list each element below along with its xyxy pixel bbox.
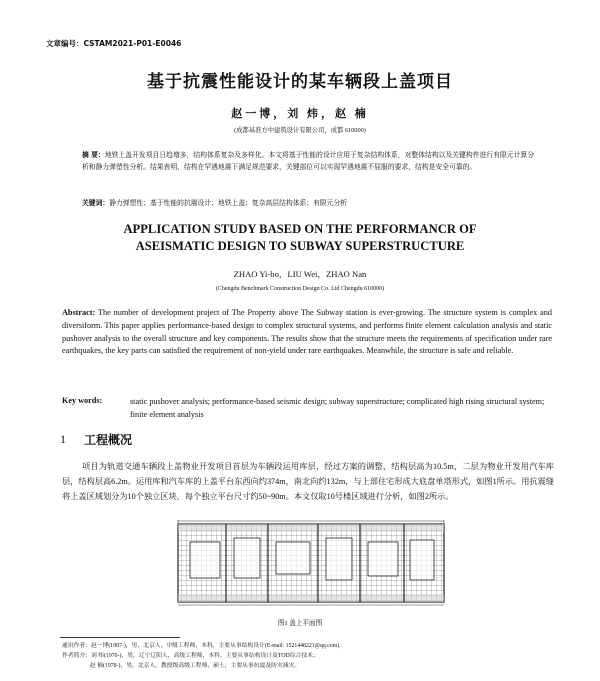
abstract-cn bbox=[82, 149, 534, 174]
floor-plan-figure bbox=[176, 520, 446, 606]
authors-cn: 赵一博，刘 炜，赵 楠 bbox=[231, 108, 369, 120]
keywords-cn bbox=[82, 197, 534, 207]
abstract-en-text: The number of development project of The Property above The Subway station is ever-growing. The structure system is complex and diversiform. This paper applies performance-based design to complex structural systems, and performs finite element calculation analysis and static pushover analysis to the overall structure and key components. The results show that the structure meets the requirements of specification under rare earthquakes, the key parts can satisfied the requirement of non-yield under rare earthquakes. Meanwhile, the structure is safe and reliable. bbox=[62, 308, 552, 356]
title-cn: 基于抗震性能设计的某车辆段上盖项目 bbox=[147, 72, 453, 92]
title-en-line-1: APPLICATION STUDY BASED ON THE PERFORMANCR OF bbox=[123, 222, 477, 236]
keywords-en-text: static pushover analysis; performance-based seismic design; subway superstructure; complicated high rising structural system; finite element analysis bbox=[130, 397, 545, 419]
keywords-en-label: Key words: bbox=[62, 396, 103, 405]
abstract-cn-text: 地铁上盖开发项目日趋增多，结构体系复杂及多样化。本文将基于性能的设计应用于复杂结构体系，对整体结构以及关键构件进行有限元计算分析和静力弹塑性分析。结果表明，结构在罕遇地震下满足规范要求，关键部位可以实现罕遇地震不屈服的要求，结构是安全可靠的。 bbox=[82, 152, 534, 172]
title-en-line-2: ASEISMATIC DESIGN TO SUBWAY SUPERSTRUCTURE bbox=[135, 239, 465, 253]
keywords-cn-text: 静力弹塑性；基于性能的抗震设计；地铁上盖；复杂高层结构体系；有限元分析 bbox=[109, 200, 348, 207]
footnote-2: 作者简介：刘 炜(1970-)，男，辽宁辽阳人，高级工程师，本科，主要从事结构设计及TOD综合技术； bbox=[62, 653, 319, 659]
section-body: 项目为轨道交通车辆段上盖物业开发项目首层为车辆段运用库层，经过方案的调整，结构层高为10.5m，二层为物业开发用汽车库层，结构层高6.2m。运用库和汽车库的上盖平台东西向约374m，南北向约132m，与上部住宅形成大底盘单塔形式，如图1所示。用抗震缝将上盖区域划分为10个独立区块，每个独立平台尺寸约50~90m。本文仅取10号楼区域进行分析，如图2所示。 bbox=[62, 462, 554, 501]
article-number: 文章编号：CSTAM2021-P01-E0046 bbox=[46, 39, 182, 48]
title-en bbox=[0, 221, 600, 255]
section-title: 工程概况 bbox=[84, 433, 133, 447]
footnote-3: 赵 楠(1978-)，男，北京人，教授级高级工程师，硕士，主要从事抗震及防灾减灾。 bbox=[90, 663, 301, 669]
affiliation-cn: (成都基准方中建筑设计有限公司，成都 610000) bbox=[234, 127, 366, 134]
abstract-cn-label: 摘 要： bbox=[82, 151, 105, 159]
footnote-rule bbox=[60, 637, 180, 638]
affiliation-en: (Chengdu Benchmark Construction Design Co. Ltd Chengdu 610000) bbox=[215, 286, 385, 292]
abstract-en-label: Abstract: bbox=[62, 308, 96, 317]
authors-en: ZHAO Yi-bo，LIU Wei，ZHAO Nan bbox=[233, 269, 367, 279]
keywords-cn-label: 关键词： bbox=[82, 199, 110, 207]
footnote-1: 通讯作者：赵一博(1987-)，男，北京人，中级工程师，本科，主要从事结构设计(E-mail: 1521448221@qq.com). bbox=[62, 643, 341, 649]
section-number: 1 bbox=[60, 432, 66, 446]
abstract-en bbox=[62, 307, 552, 358]
figure-1-caption: 图1 盖上平面图 bbox=[277, 620, 323, 627]
